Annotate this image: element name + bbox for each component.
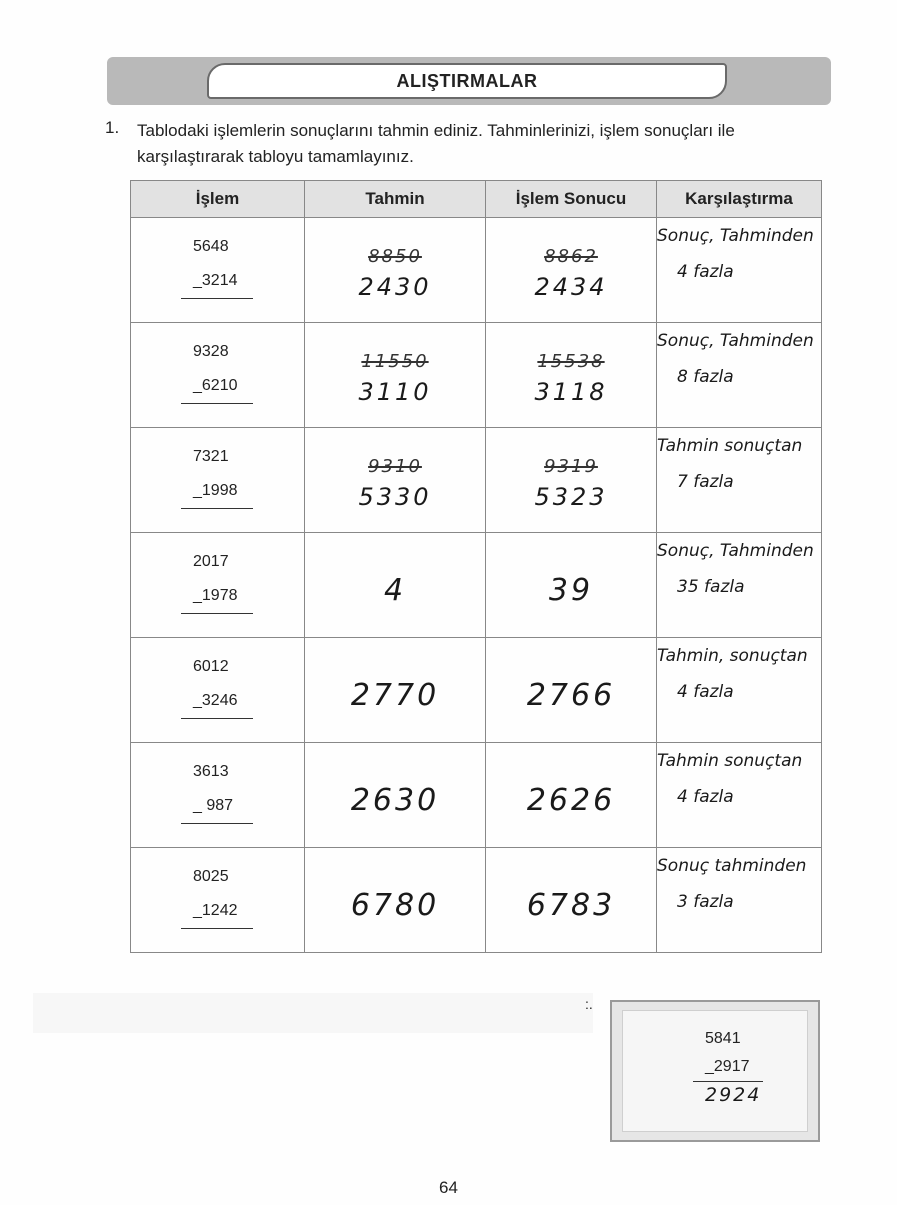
result-value: 39 (548, 573, 594, 608)
result-cell (486, 743, 657, 848)
comparison-line-1: Sonuç tahminden (657, 856, 807, 876)
operation-cell (131, 743, 305, 848)
estimate-cell (305, 218, 486, 323)
crossed-result: 9319 (544, 456, 598, 477)
operation-cell (131, 218, 305, 323)
operation (193, 545, 238, 613)
box-rule (693, 1081, 763, 1082)
section-banner (107, 57, 831, 105)
box-result: 2924 (705, 1084, 762, 1106)
subtrahend: _1242 (193, 902, 238, 919)
minuend: 3613 (193, 763, 229, 780)
table-row (131, 533, 822, 638)
result-cell (486, 323, 657, 428)
operation-cell (131, 638, 305, 743)
operation-cell (131, 323, 305, 428)
crossed-result: 15538 (537, 351, 605, 372)
operation (193, 860, 238, 928)
estimate-value: 4 (383, 573, 407, 608)
operation-cell (131, 848, 305, 953)
operation-rule (181, 613, 253, 614)
minuend: 8025 (193, 868, 229, 885)
subtrahend: _6210 (193, 377, 238, 394)
comparison-line-2: 4 fazla (677, 262, 734, 282)
comparison-cell (657, 533, 822, 638)
estimate-value: 5330 (358, 483, 432, 511)
estimate-cell (305, 638, 486, 743)
box-operation (705, 1025, 761, 1109)
result-value: 3118 (534, 378, 608, 406)
operation-cell (131, 428, 305, 533)
scratch-area (33, 993, 593, 1033)
estimate-value: 6780 (350, 888, 440, 923)
comparison-line-2: 3 fazla (677, 892, 734, 912)
result-value: 2434 (534, 273, 608, 301)
comparison-cell (657, 218, 822, 323)
operation (193, 650, 238, 718)
operation-rule (181, 928, 253, 929)
table-row (131, 218, 822, 323)
estimate-value: 2430 (358, 273, 432, 301)
result-value: 2766 (526, 678, 616, 713)
crossed-estimate: 9310 (368, 456, 422, 477)
operation (193, 230, 238, 298)
operation (193, 755, 233, 823)
result-cell (486, 848, 657, 953)
comparison-cell (657, 638, 822, 743)
header-karsilastirma: Karşılaştırma (657, 181, 822, 218)
operation-cell (131, 533, 305, 638)
header-islem-sonucu: İşlem Sonucu (486, 181, 657, 218)
table-row (131, 848, 822, 953)
estimate-cell (305, 848, 486, 953)
table-row (131, 638, 822, 743)
operation-rule (181, 823, 253, 824)
comparison-line-1: Tahmin sonuçtan (657, 436, 803, 456)
estimate-cell (305, 743, 486, 848)
result-value: 6783 (526, 888, 616, 923)
comparison-line-1: Sonuç, Tahminden (657, 331, 814, 351)
estimate-value: 2770 (350, 678, 440, 713)
comparison-line-1: Tahmin, sonuçtan (657, 646, 808, 666)
comparison-line-2: 7 fazla (677, 472, 734, 492)
question-number: 1. (105, 118, 120, 137)
header-tahmin: Tahmin (305, 181, 486, 218)
comparison-line-2: 8 fazla (677, 367, 734, 387)
box-minuend: 5841 (705, 1030, 741, 1047)
result-cell (486, 638, 657, 743)
comparison-cell (657, 848, 822, 953)
estimate-cell (305, 533, 486, 638)
comparison-line-1: Sonuç, Tahminden (657, 226, 814, 246)
section-title: ALIŞTIRMALAR (207, 63, 727, 99)
table-header-row (131, 181, 822, 218)
marker: :. (585, 996, 593, 1012)
subtrahend: _3214 (193, 272, 238, 289)
comparison-line-1: Sonuç, Tahminden (657, 541, 814, 561)
subtraction-box (610, 1000, 820, 1142)
table-row (131, 323, 822, 428)
page-number: 64 (439, 1178, 458, 1197)
minuend: 6012 (193, 658, 229, 675)
subtrahend: _1998 (193, 482, 238, 499)
question-text: Tablodaki işlemlerin sonuçlarını tahmin ediniz. Tahminlerinizi, işlem sonuçları ile karşılaştırarak tabloyu tamamlayınız. (137, 121, 735, 166)
estimate-cell (305, 428, 486, 533)
table-row (131, 743, 822, 848)
result-cell (486, 533, 657, 638)
header-islem: İşlem (131, 181, 305, 218)
comparison-line-1: Tahmin sonuçtan (657, 751, 803, 771)
comparison-line-2: 4 fazla (677, 787, 734, 807)
minuend: 2017 (193, 553, 229, 570)
subtrahend: _1978 (193, 587, 238, 604)
comparison-line-2: 4 fazla (677, 682, 734, 702)
operation-rule (181, 718, 253, 719)
subtraction-box-inner (622, 1010, 808, 1132)
operation-rule (181, 298, 253, 299)
crossed-result: 8862 (544, 246, 598, 267)
minuend: 7321 (193, 448, 229, 465)
estimate-value: 3110 (358, 378, 432, 406)
operation-rule (181, 508, 253, 509)
exercise-table (130, 180, 822, 953)
comparison-cell (657, 428, 822, 533)
result-value: 5323 (534, 483, 608, 511)
minuend: 9328 (193, 343, 229, 360)
crossed-estimate: 11550 (361, 351, 429, 372)
box-subtrahend: _2917 (705, 1058, 750, 1075)
result-cell (486, 428, 657, 533)
result-cell (486, 218, 657, 323)
comparison-cell (657, 323, 822, 428)
estimate-cell (305, 323, 486, 428)
subtrahend: _ 987 (193, 797, 234, 814)
subtrahend: _3246 (193, 692, 238, 709)
result-value: 2626 (526, 783, 616, 818)
operation (193, 335, 238, 403)
table-row (131, 428, 822, 533)
comparison-line-2: 35 fazla (677, 577, 745, 597)
estimate-value: 2630 (350, 783, 440, 818)
operation (193, 440, 238, 508)
minuend: 5648 (193, 238, 229, 255)
crossed-estimate: 8850 (368, 246, 422, 267)
comparison-cell (657, 743, 822, 848)
operation-rule (181, 403, 253, 404)
